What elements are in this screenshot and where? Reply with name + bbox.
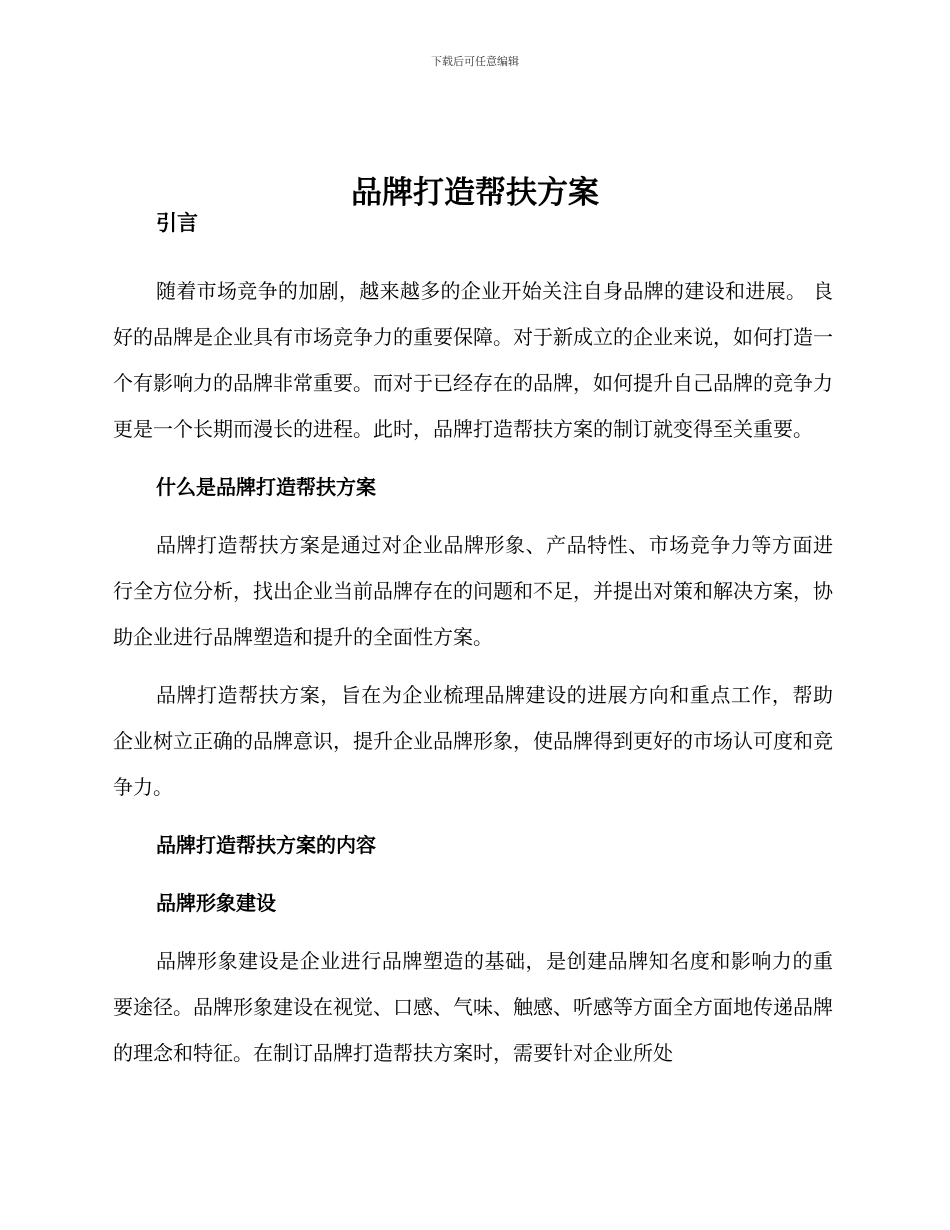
paragraph-what-2: 品牌打造帮扶方案，旨在为企业梳理品牌建设的进展方向和重点工作，帮助企业树立正确的品牌意识，提升企业品牌形象，使品牌得到更好的市场认可度和竞争力。 bbox=[113, 683, 833, 799]
section-heading-intro: 引言 bbox=[156, 211, 198, 235]
document-body bbox=[113, 200, 833, 1088]
header-note: 下载后可任意编辑 bbox=[431, 55, 519, 68]
paragraph-intro: 随着市场竞争的加剧，越来越多的企业开始关注自身品牌的建设和进展。 良好的品牌是企业具有市场竞争力的重要保障。对于新成立的企业来说，如何打造一个有影响力的品牌非常重要。而对于已经存在的品牌，如何提升自己品牌的竞争力更是一个长期而漫长的进程。此时，品牌打造帮扶方案的制订就变得至关重要。 bbox=[113, 279, 833, 441]
section-heading-brand-image: 品牌形象建设 bbox=[156, 891, 276, 915]
paragraph-brand-image: 品牌形象建设是企业进行品牌塑造的基础，是创建品牌知名度和影响力的重要途径。品牌形象建设在视觉、口感、气味、触感、听感等方面全方面地传递品牌的理念和特征。在制订品牌打造帮扶方案时，需要针对企业所处 bbox=[113, 949, 833, 1065]
paragraph-what-1: 品牌打造帮扶方案是通过对企业品牌形象、产品特性、市场竞争力等方面进行全方位分析，找出企业当前品牌存在的问题和不足，并提出对策和解决方案，协助企业进行品牌塑造和提升的全面性方案。 bbox=[113, 533, 833, 649]
section-heading-what: 什么是品牌打造帮扶方案 bbox=[156, 475, 376, 499]
document-title: 品牌打造帮扶方案 bbox=[351, 174, 599, 211]
section-heading-content: 品牌打造帮扶方案的内容 bbox=[156, 833, 376, 857]
